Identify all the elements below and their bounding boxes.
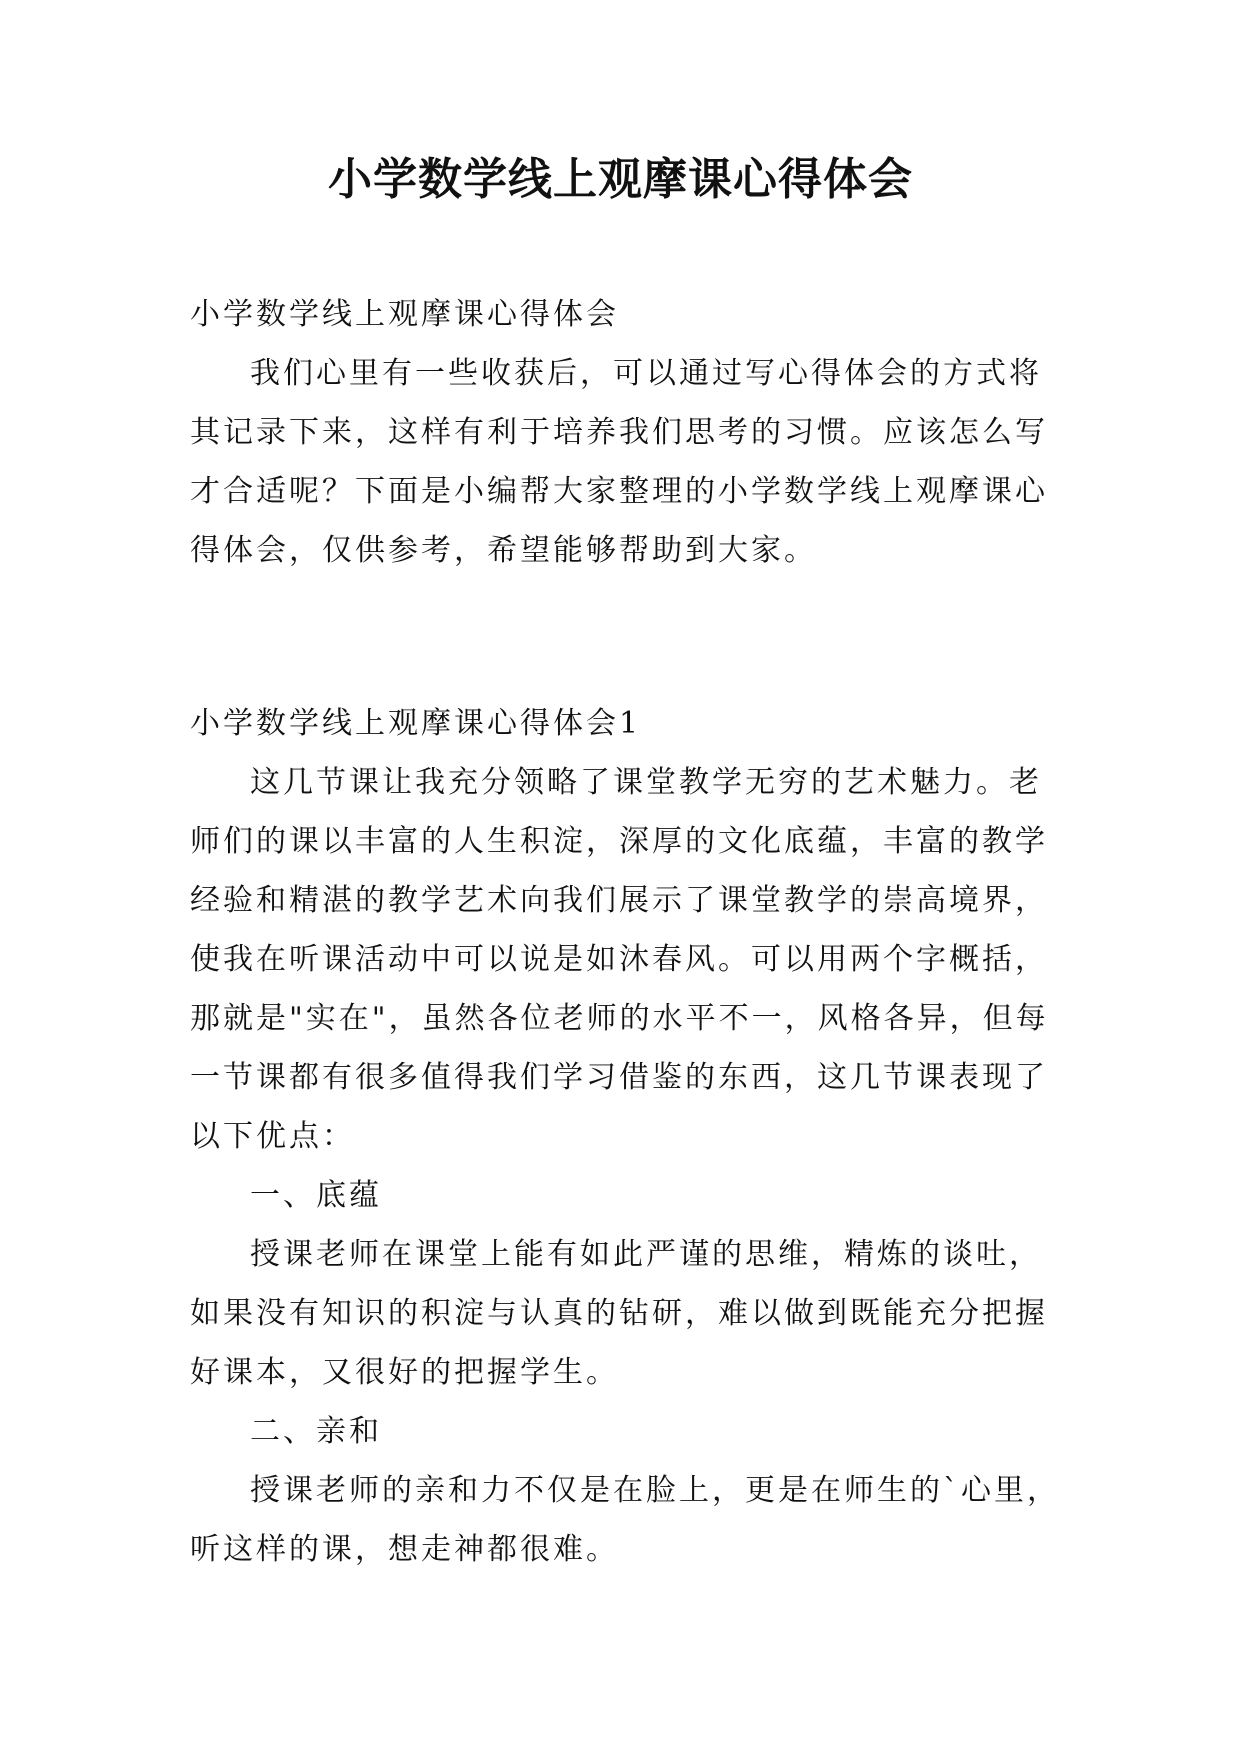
section-heading: 小学数学线上观摩课心得体会1 xyxy=(190,706,642,741)
section-spacer xyxy=(190,580,1060,694)
point-2-heading: 二、亲和 xyxy=(250,1414,382,1449)
point-1-heading: 一、底蕴 xyxy=(250,1178,382,1213)
section-paragraph: 这几节课让我充分领略了课堂教学无穷的艺术魅力。老师们的课以丰富的人生积淀，深厚的文化底蕴，丰富的教学经验和精湛的教学艺术向我们展示了课堂教学的崇高境界，使我在听课活动中可以说是如沐春风。可以用两个字概括，那就是"实在"，虽然各位老师的水平不一，风格各异，但每一节课都有很多值得我们学习借鉴的东西，这几节课表现了以下优点： xyxy=(190,765,1049,1154)
point-2-paragraph: 授课老师的亲和力不仅是在脸上，更是在师生的`心里，听这样的课，想走神都很难。 xyxy=(190,1473,1060,1567)
point-1-paragraph: 授课老师在课堂上能有如此严谨的思维，精炼的谈吐，如果没有知识的积淀与认真的钻研，难以做到既能充分把握好课本，又很好的把握学生。 xyxy=(190,1237,1048,1390)
document-title: 小学数学线上观摩课心得体会 xyxy=(328,154,913,205)
document-body xyxy=(190,285,1060,1579)
intro-paragraph: 我们心里有一些收获后，可以通过写心得体会的方式将其记录下来，这样有利于培养我们思考的习惯。应该怎么写才合适呢？下面是小编帮大家整理的小学数学线上观摩课心得体会，仅供参考，希望能够帮助到大家。 xyxy=(190,356,1048,568)
document-subtitle: 小学数学线上观摩课心得体会 xyxy=(190,297,619,332)
